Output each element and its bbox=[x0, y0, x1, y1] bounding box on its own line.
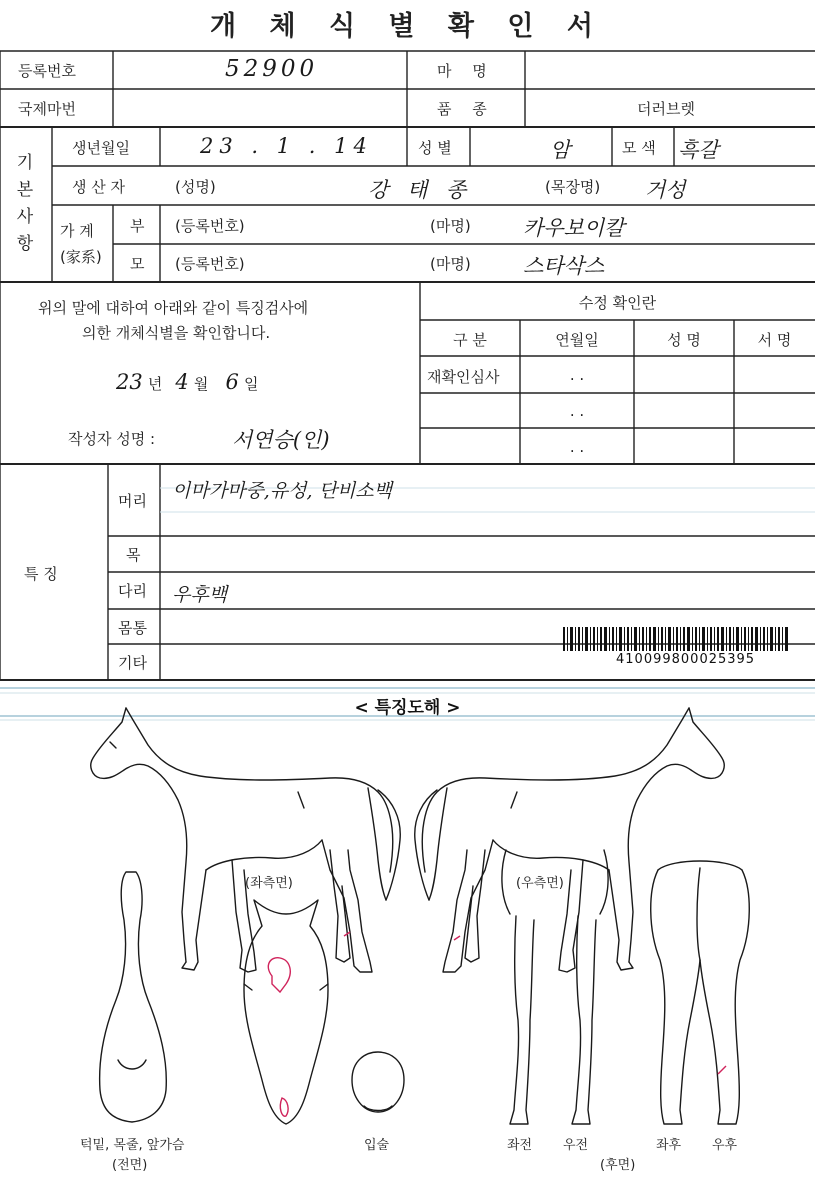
dam-name-label: (마명) bbox=[430, 255, 471, 273]
rear-left-leg-caption: 좌후 bbox=[656, 1138, 682, 1153]
front-legs-drawing bbox=[502, 850, 608, 1124]
statement-line-1: 위의 말에 대하여 아래와 같이 특징검사에 bbox=[38, 299, 309, 317]
dam-reg-label: (등록번호) bbox=[175, 255, 245, 273]
features-section-label: 특 징 bbox=[24, 565, 58, 583]
front-right-leg-caption: 우전 bbox=[563, 1138, 589, 1153]
row3-date[interactable]: . . bbox=[569, 438, 585, 456]
neck-label: 목 bbox=[126, 546, 141, 564]
breeder-name-value[interactable]: 강 태 종 bbox=[368, 178, 473, 202]
sex-value[interactable]: 암 bbox=[550, 138, 571, 162]
date-month-unit: 월 bbox=[193, 375, 209, 393]
coat-value[interactable]: 흑갈 bbox=[678, 138, 719, 162]
col-name: 성 명 bbox=[667, 331, 701, 349]
hind-white-mark bbox=[718, 1066, 726, 1074]
front-left-leg-caption: 좌전 bbox=[507, 1138, 533, 1153]
leg-label: 다리 bbox=[118, 582, 147, 600]
lips-caption: 입술 bbox=[364, 1138, 390, 1153]
sire-label: 부 bbox=[130, 217, 145, 235]
document-title: 개 체 식 별 확 인 서 bbox=[210, 11, 605, 42]
date-year[interactable]: 23 bbox=[116, 370, 143, 394]
right-side-horse-drawing bbox=[415, 708, 724, 972]
leg-value[interactable]: 우후백 bbox=[172, 584, 228, 606]
pedigree-label: 가 계 bbox=[60, 222, 94, 240]
barcode bbox=[563, 627, 793, 651]
rear-view-drawing bbox=[651, 861, 750, 1124]
reg-no-value[interactable]: 52900 bbox=[225, 56, 319, 82]
sire-name-value[interactable]: 카우보이칼 bbox=[523, 216, 625, 240]
breed-value[interactable]: 더러브렛 bbox=[637, 100, 695, 118]
coat-label: 모 색 bbox=[622, 139, 656, 157]
date-month[interactable]: 4 bbox=[175, 370, 189, 394]
date-day[interactable]: 6 bbox=[225, 370, 239, 394]
muzzle-snip-mark bbox=[280, 1098, 288, 1116]
dam-name-value[interactable]: 스타삭스 bbox=[523, 254, 605, 278]
diagram-title: < 특징도해 > bbox=[354, 698, 461, 718]
breed-label: 품 종 bbox=[437, 100, 495, 118]
col-date: 연월일 bbox=[555, 331, 599, 349]
row2-date[interactable]: . . bbox=[569, 402, 585, 420]
statement-line-2: 의한 개체식별을 확인합니다. bbox=[82, 324, 271, 342]
horse-name-label: 마 명 bbox=[437, 62, 495, 80]
barcode-number: 410099800025395 bbox=[616, 652, 756, 667]
etc-label: 기타 bbox=[118, 654, 147, 672]
lips-drawing bbox=[352, 1052, 404, 1112]
front-view-drawing bbox=[100, 872, 167, 1122]
horse-diagrams bbox=[0, 700, 815, 1180]
left-side-caption: (좌측면) bbox=[245, 876, 293, 891]
birth-label: 생년월일 bbox=[72, 139, 130, 157]
birth-value[interactable]: 23 . 1 . 14 bbox=[200, 134, 373, 158]
col-sign: 서 명 bbox=[757, 331, 792, 349]
farm-label: (목장명) bbox=[545, 178, 601, 196]
forehead-star-mark bbox=[268, 958, 290, 992]
sex-label: 성 별 bbox=[418, 139, 452, 157]
writer-label: 작성자 성명 : bbox=[68, 430, 156, 448]
left-side-horse-drawing bbox=[91, 708, 400, 972]
sire-reg-label: (등록번호) bbox=[175, 217, 245, 235]
dam-label: 모 bbox=[130, 255, 145, 273]
face-view-drawing bbox=[244, 900, 328, 1124]
writer-value[interactable]: 서연승(인) bbox=[232, 428, 330, 452]
head-label: 머리 bbox=[118, 492, 147, 510]
front-sub-caption: (전면) bbox=[112, 1158, 148, 1173]
reg-no-label: 등록번호 bbox=[18, 62, 76, 80]
rear-sub-caption: (후면) bbox=[600, 1158, 636, 1173]
date-year-unit: 년 bbox=[147, 375, 163, 393]
front-caption: 턱밑, 목줄, 앞가슴 bbox=[80, 1138, 185, 1153]
right-side-caption: (우측면) bbox=[516, 876, 564, 891]
confirm-date bbox=[116, 370, 258, 394]
row1-category: 재확인심사 bbox=[427, 368, 500, 386]
sire-name-label: (마명) bbox=[430, 217, 471, 235]
revision-title: 수정 확인란 bbox=[578, 294, 657, 312]
intl-no-label: 국제마번 bbox=[18, 100, 76, 118]
right-leg-mark bbox=[454, 936, 460, 940]
date-day-unit: 일 bbox=[243, 375, 259, 393]
row1-date[interactable]: . . bbox=[569, 366, 585, 384]
breeder-label: 생 산 자 bbox=[72, 178, 126, 196]
col-category: 구 분 bbox=[453, 331, 487, 349]
breeder-name-label: (성명) bbox=[175, 178, 216, 196]
farm-value[interactable]: 거성 bbox=[645, 178, 686, 202]
rear-right-leg-caption: 우후 bbox=[712, 1138, 738, 1153]
body-label: 몸통 bbox=[118, 619, 147, 637]
head-value[interactable]: 이마가마중,유성, 단비소백 bbox=[172, 480, 393, 502]
basic-section-label: 기본사항 bbox=[16, 153, 34, 254]
pedigree-label-hanja: (家系) bbox=[60, 248, 102, 266]
